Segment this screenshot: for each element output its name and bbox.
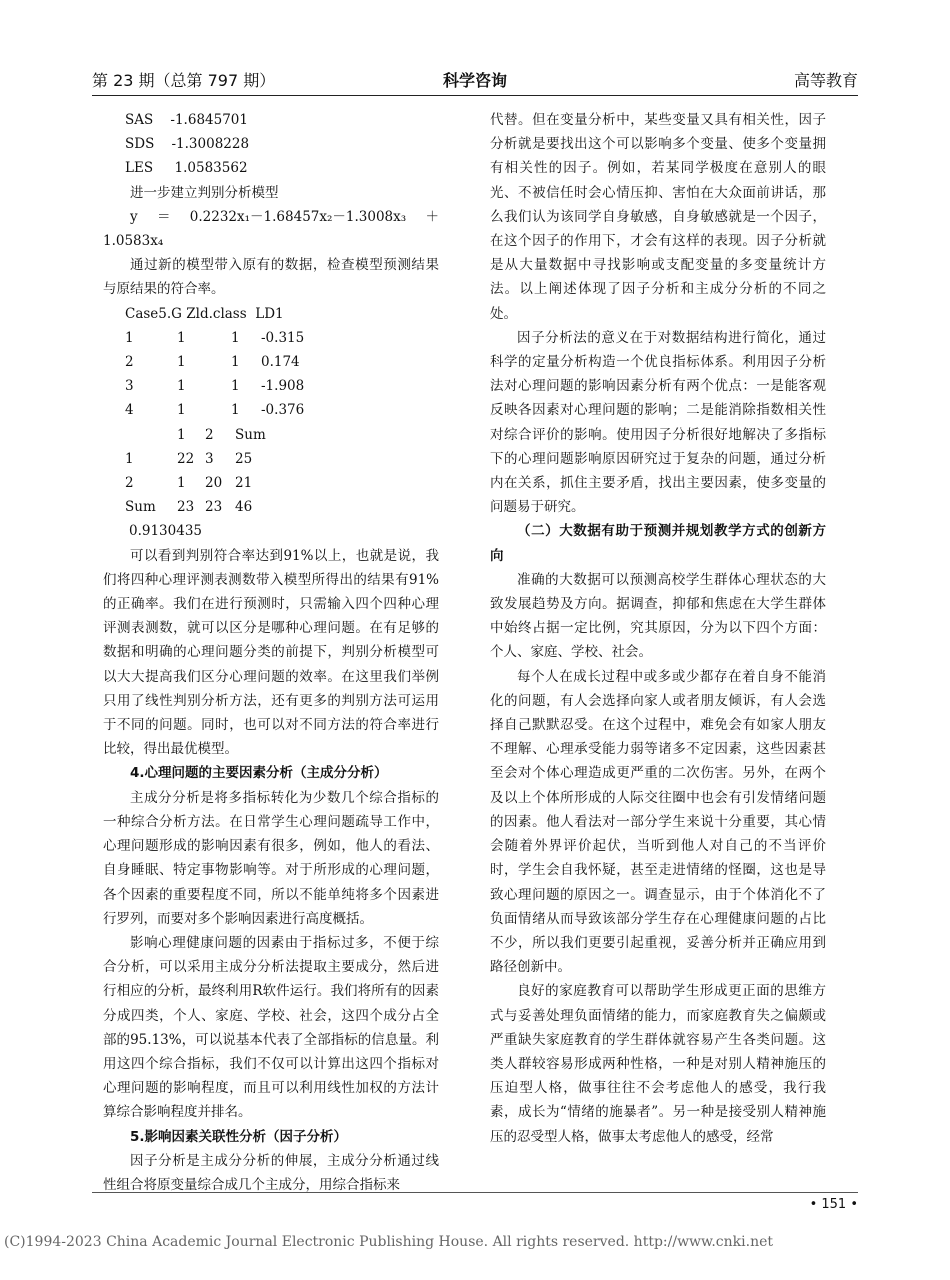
table-cell: 23 (177, 499, 195, 516)
table-cell: 1 (177, 329, 186, 346)
table-cell: 1 (177, 426, 186, 443)
model-intro: 进一步建立判别分析模型 (130, 184, 279, 201)
table-cell: 2 (125, 475, 134, 492)
header-rule (92, 95, 858, 96)
table-row (125, 326, 304, 350)
paragraph: 因子分析法的意义在于对数据结构进行简化，通过科学的定量分析构造一个优良指标体系。利用因子分析法对心理问题的影响因素分析有两个优点：一是能客观反映各因素对心理问题的影响；二是能消除指数相关性对综合评价的影响。使用因子分析很好地解决了多指标下的心理问题影响原因研究过于复杂的问题，通过分析内在关系，抓住主要矛盾，找出主要因素，使多变量的问题易于研究。 (490, 329, 826, 516)
paragraph: 因子分析是主成分分析的伸展，主成分分析通过线性组合将原变量综合成几个主成分，用综合指标来 (103, 1152, 439, 1193)
paragraph: 准确的大数据可以预测高校学生群体心理状态的大致发展趋势及方向。据调查，抑郁和焦虑在大学生群体中始终占据一定比例，究其原因，分为以下四个方面：个人、家庭、学校、社会。 (490, 571, 826, 661)
right-column (490, 108, 826, 1149)
table-cell: 1 (177, 354, 186, 371)
table-cell: 3 (125, 378, 134, 395)
table-cell: 20 (205, 475, 223, 492)
table-cell: Sum (125, 499, 156, 516)
table-row (125, 471, 266, 495)
table-cell: 4 (125, 402, 134, 419)
table-cell: 1 (125, 329, 134, 346)
section-heading: 4.心理问题的主要因素分析（主成分分析） (130, 765, 388, 782)
footer-rule (92, 1192, 858, 1193)
issue-number: 第 23 期（总第 797 期） (92, 71, 276, 90)
table-cell: 0.174 (261, 354, 300, 371)
paragraph: 影响心理健康问题的因素由于指标过多，不便于综合分析，可以采用主成分分析法提取主要成分，然后进行相应的分析，最终利用R软件运行。我们将所有的因素分成四类，个人、家庭、学校、社会，这四个成分占全部的95.13%，可以说基本代表了全部指标的信息量。利用这四个综合指标，我们不仅可以计算出这四个指标对心理问题的影响程度，而且可以利用线性加权的方法计算综合影响程度并排名。 (103, 934, 439, 1121)
table-cell: 2 (125, 354, 134, 371)
table-cell: 22 (177, 450, 195, 467)
running-header (92, 68, 858, 92)
paragraph: 每个人在成长过程中或多或少都存在着自身不能消化的问题，有人会选择向家人或者朋友倾诉，有人会选择自己默默忍受。在这个过程中，难免会有如家人朋友不理解、心理承受能力弱等诸多不定因素，这些因素甚至会对个体心理造成更严重的二次伤害。另外，在两个及以上个体所形成的人际交往圈中也会有引发情绪问题的因素。他人看法对一部分学生来说十分重要，其心情会随着外界评价起伏，当听到他人对自己的不当评价时，学生会自我怀疑，甚至走进情绪的怪圈，这也是导致心理问题的原因之一。调查显示，由于个体消化不了负面情绪从而导致该部分学生存在心理健康问题的占比不少，所以我们更要引起重视，妥善分析并正确应用到路径创新中。 (490, 668, 826, 976)
paragraph: 主成分分析是将多指标转化为少数几个综合指标的一种综合分析方法。在日常学生心理问题疏导工作中，心理问题形成的影响因素有很多，例如，他人的看法、自身睡眠、特定事物影响等。对于所形成的心理问题，各个因素的重要程度不同，所以不能单纯将多个因素进行罗列，而要对多个影响因素进行高度概括。 (103, 789, 439, 927)
confusion-matrix (125, 423, 266, 520)
table-row (125, 495, 266, 519)
table-cell: -1.908 (261, 378, 305, 395)
table-cell: 25 (235, 450, 253, 467)
table-cell: 46 (235, 499, 253, 516)
copyright-notice: (C)1994-2023 China Academic Journal Electronic Publishing House. All rights reserved. http://www.cnki.net (4, 1234, 774, 1250)
case-table-header: Case5.G Zld.class LD1 (125, 305, 284, 322)
table-cell: 1 (231, 378, 240, 395)
table-cell: 1 (231, 329, 240, 346)
table-cell: 1 (177, 402, 186, 419)
paragraph: 可以看到判别符合率达到91%以上，也就是说，我们将四种心理评测表测数带入模型所得出的结果有91%的正确率。我们在进行预测时，只需输入四个四种心理评测表测数，就可以区分是哪种心理问题。在有足够的数据和明确的心理问题分类的前提下，判别分析模型可以大大提高我们区分心理问题的效率。在这里我们举例只用了线性判别分析方法，还有更多的判别方法可运用于不同的问题。同时，也可以对不同方法的符合率进行比较，得出最优模型。 (103, 547, 439, 758)
section-heading: （二）大数据有助于预测并规划教学方式的创新方向 (490, 523, 826, 564)
paragraph: 代替。但在变量分析中，某些变量又具有相关性，因子分析就是要找出这个可以影响多个变量、使多个变量拥有相关性的因子。例如，若某同学极度在意别人的眼光、不被信任时会心情压抑、害怕在大众面前讲话，那么我们认为该同学自身敏感，自身敏感就是一个因子，在这个因子的作用下，才会有这样的表现。因子分析就是从大量数据中寻找影响或支配变量的多变量统计方法。以上阐述体现了因子分析和主成分分析的不同之处。 (490, 112, 826, 322)
page-number: • 151 • (809, 1197, 858, 1212)
table-cell: -0.315 (261, 329, 305, 346)
table-row (125, 398, 304, 422)
table-cell: Sum (235, 426, 266, 443)
table-cell: 21 (235, 475, 253, 492)
stat-line: LES 1.0583562 (125, 160, 248, 177)
stat-line: SDS -1.3008228 (125, 136, 250, 153)
table-cell: 1 (125, 450, 134, 467)
section-heading: 5.影响因素关联性分析（因子分析） (130, 1128, 348, 1145)
table-cell: 1 (177, 378, 186, 395)
paragraph: 通过新的模型带入原有的数据，检查模型预测结果与原结果的符合率。 (103, 257, 439, 298)
left-column (103, 108, 439, 1197)
table-cell: 1 (231, 354, 240, 371)
table-cell: 23 (205, 499, 223, 516)
journal-title: 科学咨询 (442, 71, 507, 90)
table-cell: 1 (231, 402, 240, 419)
table-row (125, 374, 304, 398)
paragraph: 良好的家庭教育可以帮助学生形成更正面的思维方式与妥善处理负面情绪的能力，而家庭教育失之偏颇或严重缺失家庭教育的学生群体就容易产生各类问题。这类人群较容易形成两种性格，一种是对别人精神施压的压迫型人格，做事往往不会考虑他人的感受，我行我素，成长为“情绪的施暴者”。另一种是接受别人精神施压的忍受型人格，做事太考虑他人的感受，经常 (490, 983, 826, 1145)
accuracy-value: 0.9130435 (129, 523, 203, 540)
table-cell: 1 (177, 475, 186, 492)
table-cell: 3 (205, 450, 214, 467)
case-table (125, 326, 304, 423)
table-row (125, 350, 304, 374)
table-cell: -0.376 (261, 402, 305, 419)
stat-line: SAS -1.6845701 (125, 112, 248, 128)
table-row (125, 423, 266, 447)
discriminant-formula: y＝0.2232x₁－1.68457x₂－1.3008x₃＋1.0583x₄ (103, 208, 439, 250)
section-name: 高等教育 (793, 71, 858, 90)
table-row (125, 447, 266, 471)
table-cell: 2 (205, 426, 214, 443)
table-cell (125, 423, 177, 447)
